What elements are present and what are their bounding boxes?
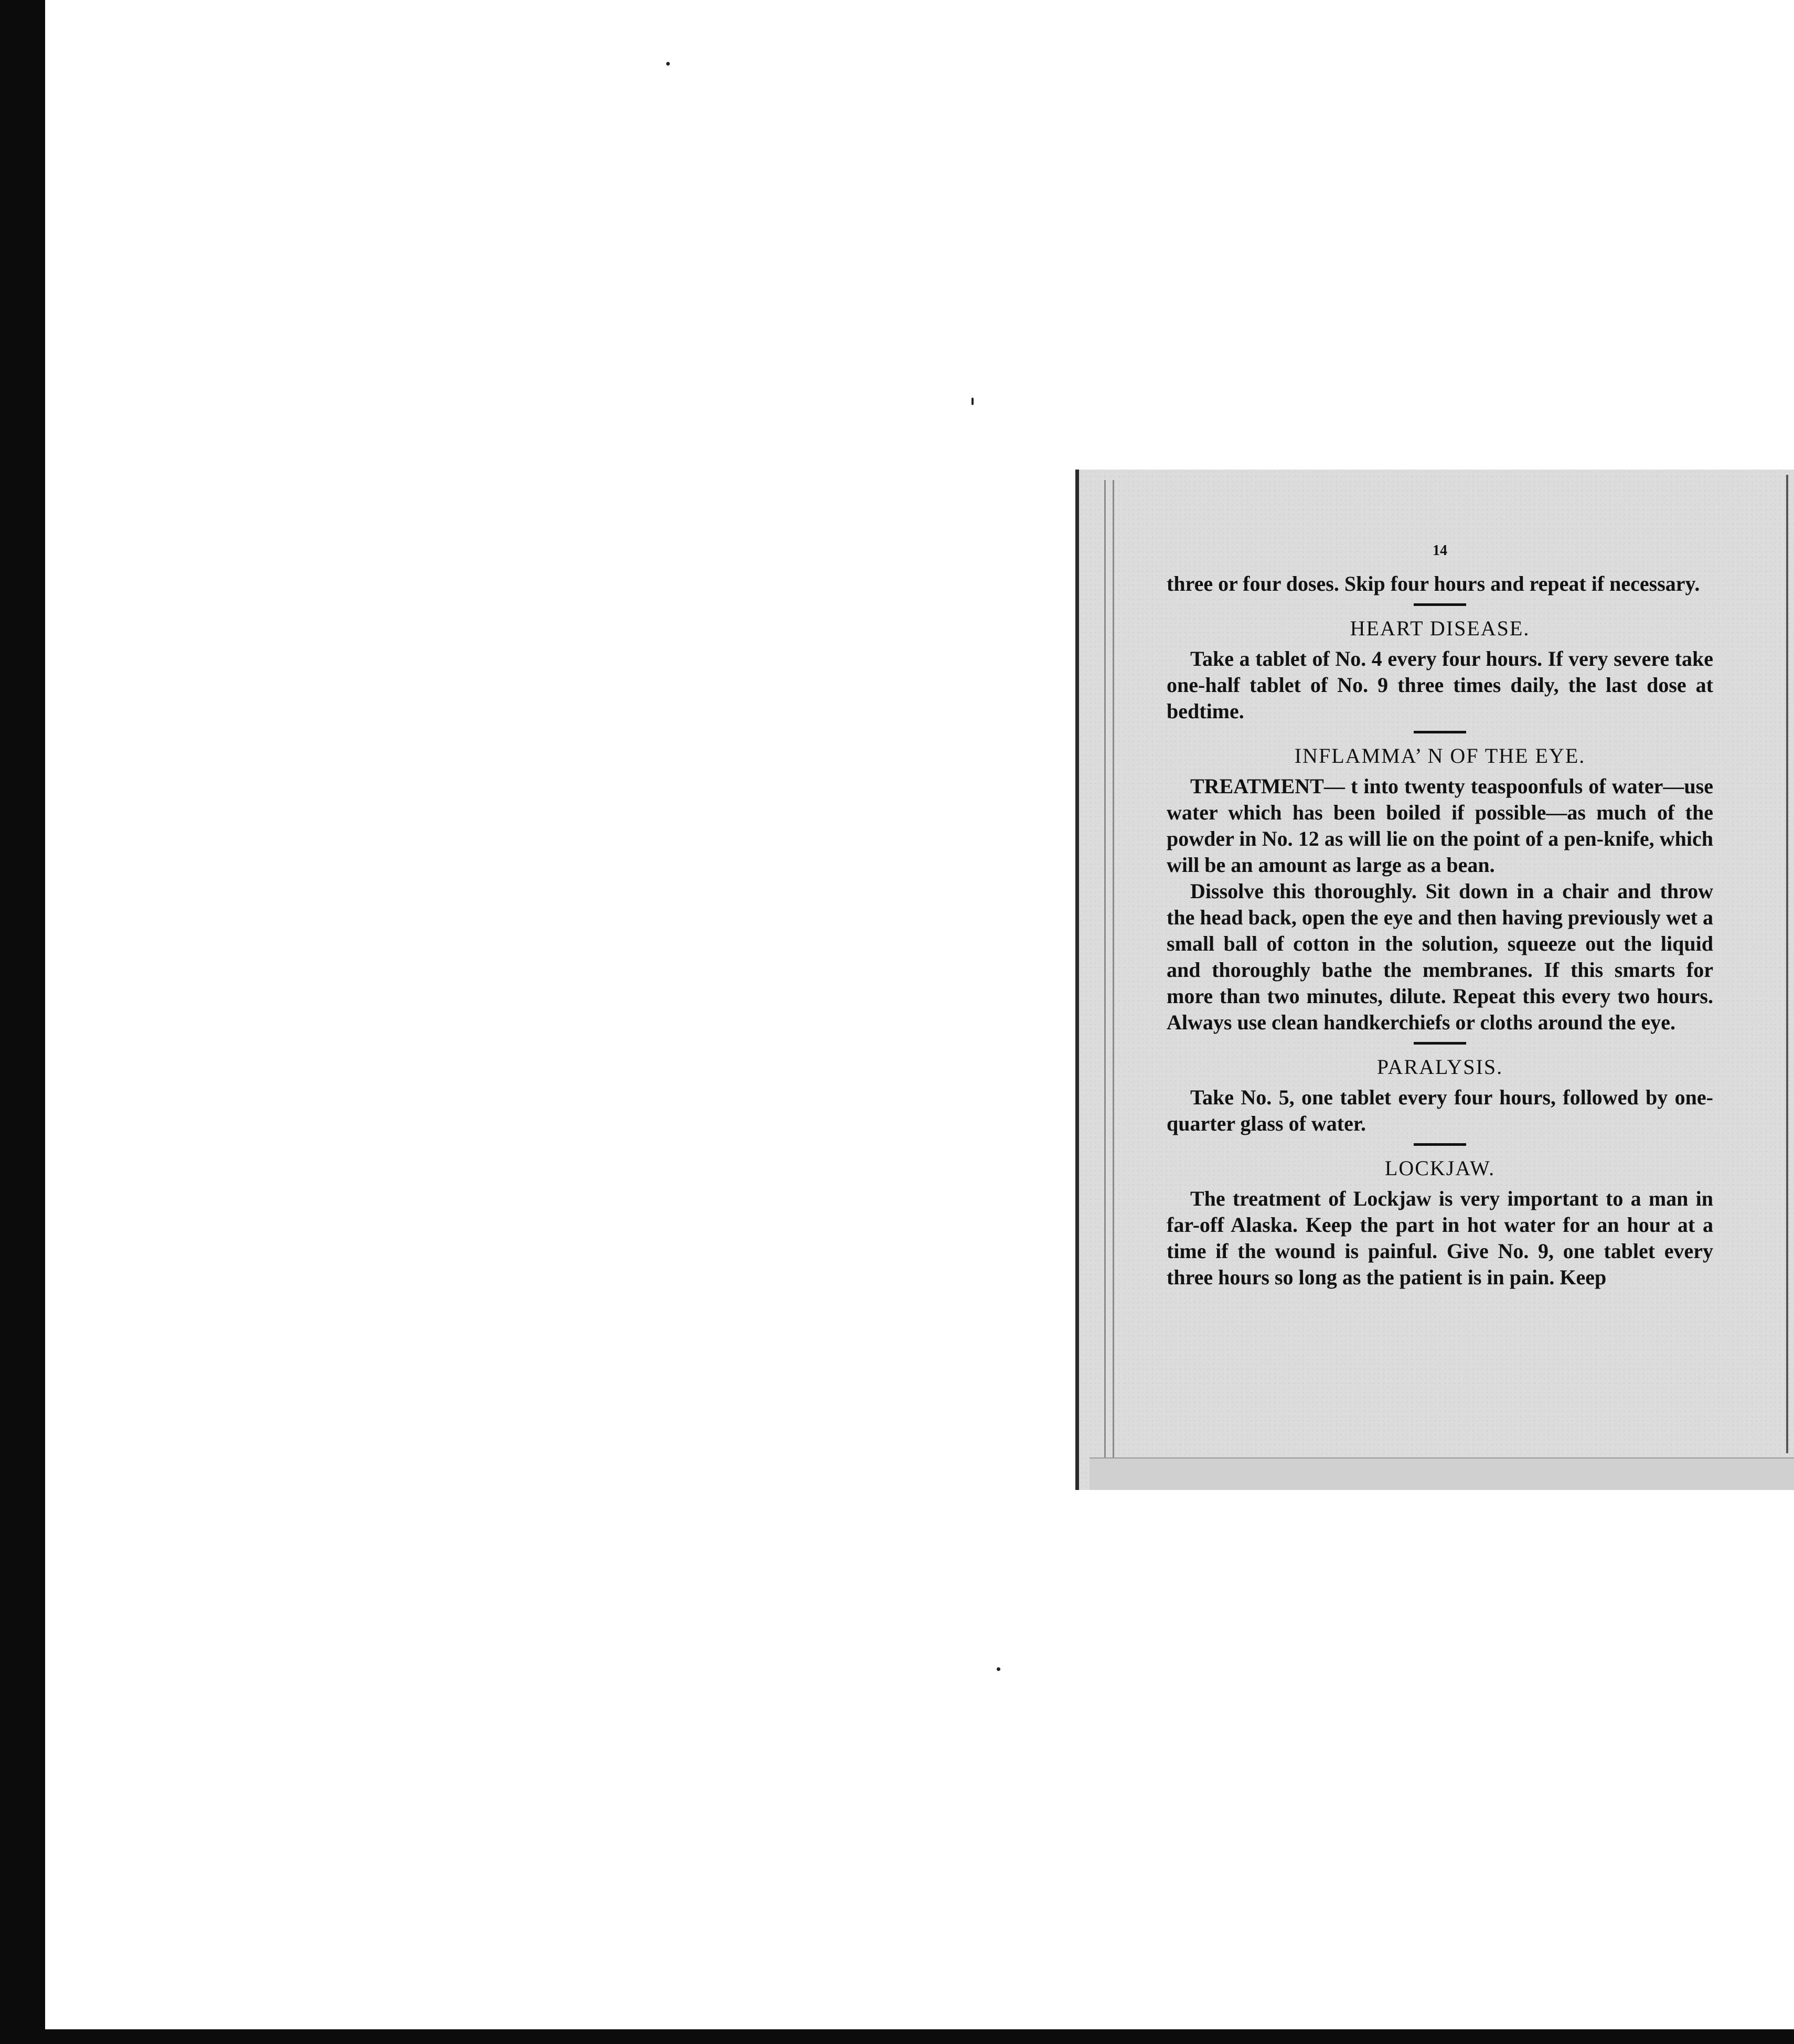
section-paragraph: Dissolve this thoroughly. Sit down in a chair and throw the head back, open the eye and then having previously wet a small ball of cotton in the solution, squeeze out the liquid and thoroughly bathe the membranes. If this smarts for more than two minutes, dilute. Repeat this every two hours. Always use clean handkerchiefs or cloths around the eye. bbox=[1167, 879, 1713, 1034]
scan-border-bottom bbox=[0, 2029, 1794, 2044]
spine-line bbox=[1104, 480, 1106, 1479]
section-heading: INFLAMMA’ N OF THE EYE. bbox=[1294, 744, 1586, 768]
page-edge-bottom bbox=[1090, 1457, 1794, 1490]
continuation-paragraph: three or four doses. Skip four hours and repeat if necessary. bbox=[1167, 572, 1700, 595]
section-paragraph: Take No. 5, one tablet every four hours, followed by one-quarter glass of water. bbox=[1167, 1085, 1713, 1135]
section-paragraph: Take a tablet of No. 4 every four hours. If very severe take one-half tablet of No. 9 three times daily, the last dose at bedtime. bbox=[1167, 647, 1713, 723]
scan-border-left bbox=[0, 0, 45, 2044]
section-heading: PARALYSIS. bbox=[1376, 1055, 1503, 1079]
section-paragraph: The treatment of Lockjaw is very important to a man in far-off Alaska. Keep the part in hot water for an hour at a time if the wound is painful. Give No. 9, one tablet every three hours so long as the patient is in pain. Keep bbox=[1167, 1187, 1713, 1289]
section-divider bbox=[1414, 1042, 1466, 1045]
booklet-page bbox=[1075, 470, 1794, 1490]
section-divider bbox=[1414, 1143, 1466, 1146]
section-divider bbox=[1414, 603, 1466, 606]
scan-speck bbox=[997, 1667, 1000, 1671]
section-heading: LOCKJAW. bbox=[1384, 1156, 1496, 1180]
section-divider bbox=[1414, 731, 1466, 733]
section-paragraph: TREATMENT— t into twenty teaspoonfuls of water—use water which has been boiled if possible—as much of the powder in No. 12 as will lie on the point of a pen-knife, which will be an amount as large as a bean. bbox=[1167, 774, 1713, 877]
page-text bbox=[1167, 540, 1713, 1291]
page-number: 14 bbox=[1433, 542, 1447, 559]
scan-speck bbox=[971, 398, 974, 405]
page-edge bbox=[1786, 475, 1788, 1453]
spine-line bbox=[1113, 480, 1114, 1479]
scan-speck bbox=[666, 62, 670, 66]
section-heading: HEART DISEASE. bbox=[1350, 616, 1530, 640]
